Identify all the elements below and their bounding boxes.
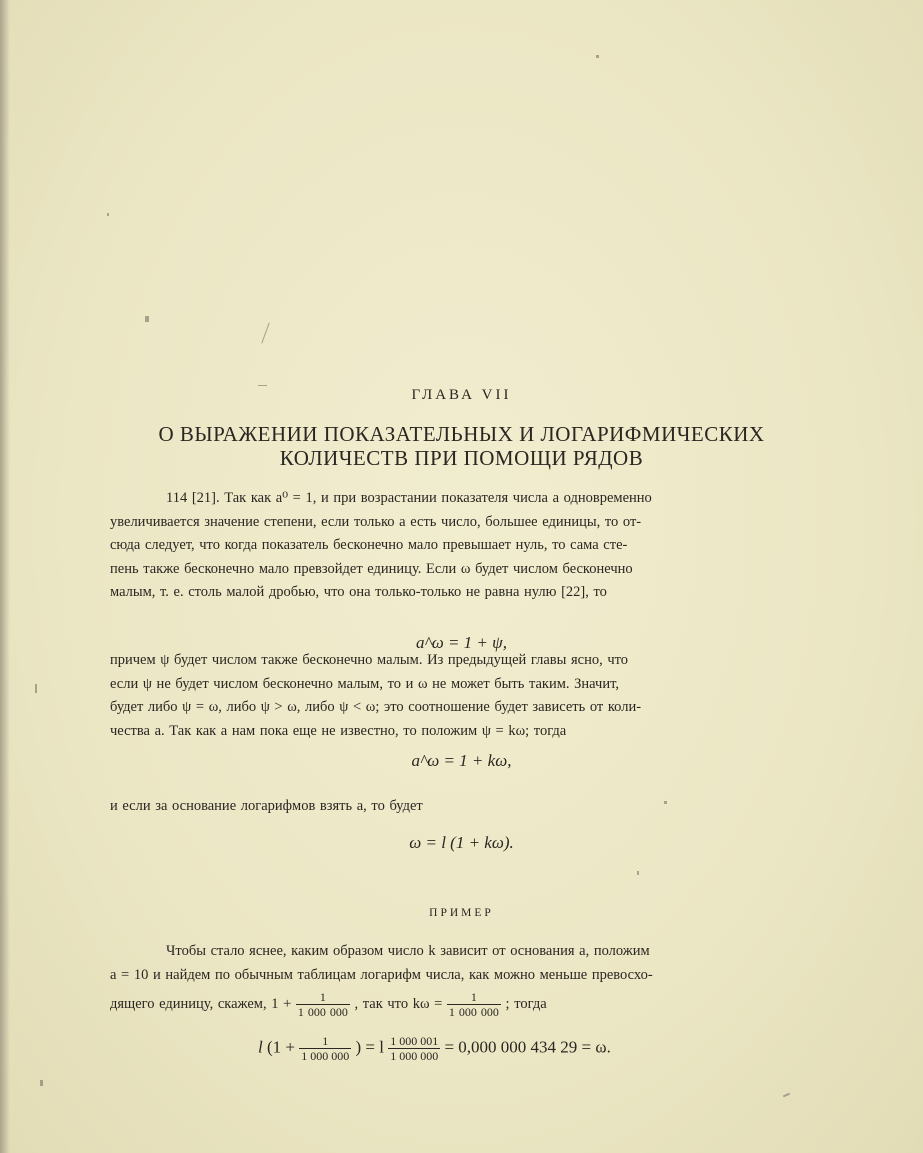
paragraph-2 <box>110 649 850 743</box>
fraction-numerator: 1 000 001 <box>390 1034 439 1048</box>
paragraph-line: a = 10 и найдем по обычным таблицам логарифм числа, как можно меньше превосхо- <box>110 966 653 983</box>
fraction-numerator: 1 <box>322 1034 329 1048</box>
fraction <box>447 990 501 1019</box>
paragraph-line: чества a. Так как a нам пока еще не известно, то положим ψ = kω; тогда <box>110 722 567 739</box>
paragraph-line: 114 [21]. Так как a⁰ = 1, и при возрастании показателя числа a одновременно <box>166 490 652 506</box>
paragraph-line: Чтобы стало яснее, каким образом число k зависит от основания a, положим <box>166 943 650 959</box>
scan-speck <box>40 1080 43 1086</box>
paragraph-line: пень также бесконечно мало превзойдет единицу. Если ω будет числом бесконечно <box>110 560 633 577</box>
chapter-title <box>0 422 923 470</box>
fraction <box>299 1034 351 1063</box>
fraction-numerator: 1 <box>470 990 477 1004</box>
fraction-denominator: 1 000 000 <box>297 1005 348 1019</box>
scan-speck <box>596 55 599 58</box>
paragraph-114 <box>110 487 850 605</box>
text-run: дящего единицу, скажем, 1 + <box>110 995 292 1012</box>
scan-speck <box>145 316 149 322</box>
fraction <box>388 1034 440 1063</box>
paragraph-line: сюда следует, что когда показатель бесконечно мало превышает нуль, то сама сте- <box>110 537 628 553</box>
equation-2: a^ω = 1 + kω, <box>411 751 512 770</box>
fraction-denominator: 1 000 000 <box>301 1049 350 1063</box>
log-symbol: l <box>258 1037 263 1057</box>
equation-result: = 0,000 000 434 29 = ω. <box>444 1037 611 1057</box>
equation-log-example <box>258 1034 611 1063</box>
text-run: , так что kω = <box>354 995 443 1012</box>
equation-3: ω = l (1 + kω). <box>409 833 514 852</box>
fraction-denominator: 1 000 000 <box>448 1005 499 1019</box>
fraction <box>296 990 350 1019</box>
scan-speck <box>35 684 37 693</box>
paragraph-line: и если за основание логарифмов взять a, то будет <box>110 798 423 814</box>
fraction-denominator: 1 000 000 <box>390 1049 439 1063</box>
paragraph-line: увеличивается значение степени, если только a есть число, большее единицы, то от- <box>110 513 642 530</box>
fraction-numerator: 1 <box>319 990 326 1004</box>
equation-1: a^ω = 1 + ψ, <box>416 633 507 652</box>
scan-speck <box>637 871 639 875</box>
paragraph-line: малым, т. е. столь малой дробью, что она только-только не равна нулю [22], то <box>110 584 607 600</box>
close-paren: ) <box>355 1037 362 1057</box>
scan-speck <box>107 213 109 216</box>
paragraph-line: если ψ не будет числом бесконечно малым, то и ω не может быть таким. Значит, <box>110 675 619 692</box>
chapter-title-line1: О ВЫРАЖЕНИИ ПОКАЗАТЕЛЬНЫХ И ЛОГАРИФМИЧЕСКИХ <box>158 422 765 446</box>
paragraph-line: причем ψ будет числом также бесконечно малым. Из предыдущей главы ясно, что <box>110 652 629 668</box>
chapter-label: ГЛАВА VII <box>411 387 512 403</box>
chapter-title-line2: КОЛИЧЕСТВ ПРИ ПОМОЩИ РЯДОВ <box>279 446 644 470</box>
example-heading: ПРИМЕР <box>429 907 494 919</box>
equals-log: = l <box>365 1037 384 1057</box>
paragraph-line: будет либо ψ = ω, либо ψ > ω, либо ψ < ω; это соотношение будет зависеть от коли- <box>110 699 642 715</box>
scan-speck <box>261 322 269 343</box>
example-paragraph <box>110 940 850 1019</box>
scan-speck <box>258 385 267 386</box>
scan-speck <box>783 1093 790 1098</box>
paragraph-line-with-fractions <box>110 990 850 1019</box>
text-run: ; тогда <box>505 995 547 1012</box>
page-gutter-shadow <box>0 0 10 1153</box>
paragraph-3 <box>110 795 850 819</box>
open-paren: (1 + <box>266 1037 295 1057</box>
